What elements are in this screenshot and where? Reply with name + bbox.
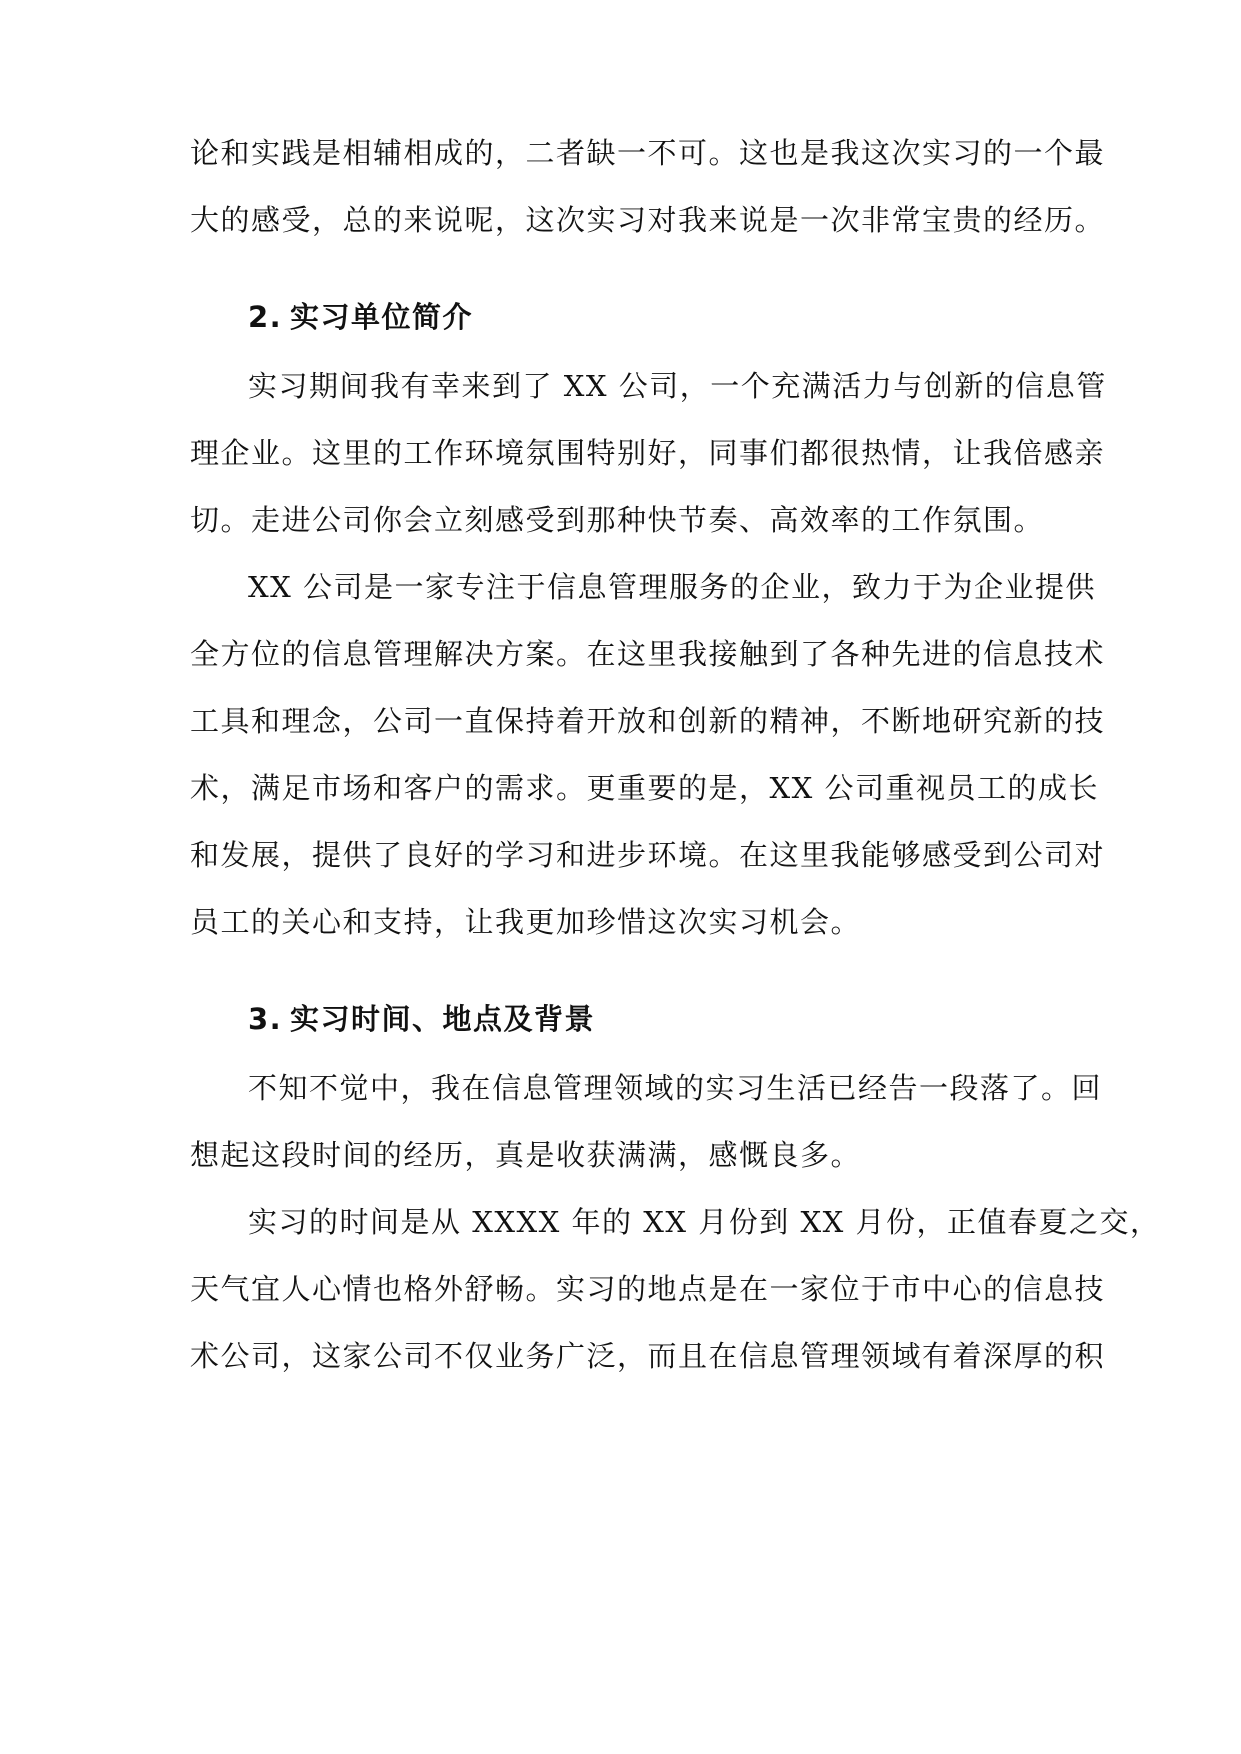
paragraph-line: 理企业。这里的工作环境氛围特别好，同事们都很热情，让我倍感亲: [190, 436, 1106, 470]
paragraph-line: 实习的时间是从 XXXX 年的 XX 月份到 XX 月份，正值春夏之交，: [248, 1205, 1161, 1239]
paragraph-line: 天气宜人心情也格外舒畅。实习的地点是在一家位于市中心的信息技: [190, 1272, 1106, 1306]
section-heading-2: [248, 297, 473, 337]
paragraph-line: 想起这段时间的经历，真是收获满满，感慨良多。: [190, 1138, 862, 1172]
section-number: 3.: [248, 1002, 283, 1036]
paragraph-line: 术，满足市场和客户的需求。更重要的是，XX 公司重视员工的成长: [190, 771, 1100, 805]
paragraph-line: 术公司，这家公司不仅业务广泛，而且在信息管理领域有着深厚的积: [190, 1339, 1106, 1373]
paragraph-line: 大的感受，总的来说呢，这次实习对我来说是一次非常宝贵的经历。: [190, 203, 1106, 237]
paragraph-line: 和发展，提供了良好的学习和进步环境。在这里我能够感受到公司对: [190, 838, 1106, 872]
paragraph-line: 不知不觉中，我在信息管理领域的实习生活已经告一段落了。回: [248, 1071, 1103, 1105]
paragraph-line: 论和实践是相辅相成的，二者缺一不可。这也是我这次实习的一个最: [190, 136, 1106, 170]
paragraph-line: 员工的关心和支持，让我更加珍惜这次实习机会。: [190, 905, 862, 939]
section-number: 2.: [248, 300, 283, 334]
paragraph-line: 切。走进公司你会立刻感受到那种快节奏、高效率的工作氛围。: [190, 503, 1045, 537]
paragraph-line: XX 公司是一家专注于信息管理服务的企业，致力于为企业提供: [248, 570, 1097, 604]
section-heading-3: [248, 999, 595, 1039]
section-title: 实习单位简介: [290, 300, 474, 334]
paragraph-line: 实习期间我有幸来到了 XX 公司，一个充满活力与创新的信息管: [248, 369, 1107, 403]
paragraph-line: 全方位的信息管理解决方案。在这里我接触到了各种先进的信息技术: [190, 637, 1106, 671]
section-title: 实习时间、地点及背景: [290, 1002, 596, 1036]
paragraph-line: 工具和理念，公司一直保持着开放和创新的精神，不断地研究新的技: [190, 704, 1106, 738]
